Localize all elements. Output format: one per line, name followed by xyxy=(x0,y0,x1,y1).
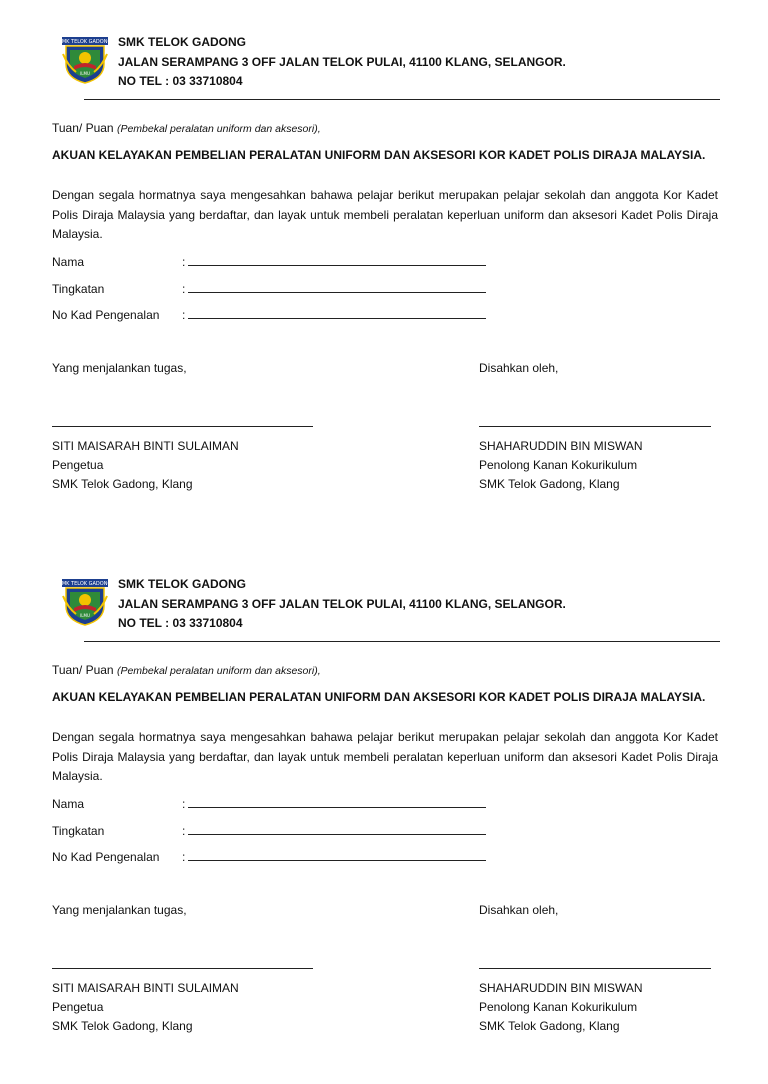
right-signatory-school: SMK Telok Gadong, Klang xyxy=(479,1019,620,1033)
right-signatory-block xyxy=(479,437,643,494)
declaration-body: Dengan segala hormatnya saya mengesahkan bahawa pelajar berikut merupakan pelajar sekolah dan anggota Kor Kadet Polis Diraja Malaysia yang berdaftar, dan layak untuk membeli peralatan keperluan uniform dan aksesori Kadet Polis Diraja Malaysia. xyxy=(52,188,718,241)
right-signatory-intro: Disahkan oleh, xyxy=(479,903,559,917)
left-signatory-name: SITI MAISARAH BINTI SULAIMAN xyxy=(52,981,239,995)
left-signatory-name: SITI MAISARAH BINTI SULAIMAN xyxy=(52,439,239,453)
header-divider xyxy=(84,641,720,642)
form-slip-2 xyxy=(0,542,768,1084)
field-colon: : xyxy=(182,255,186,269)
school-phone: NO TEL : 03 33710804 xyxy=(118,616,243,630)
crest-motto-text: ILMU xyxy=(80,71,90,76)
salutation-text: Tuan/ Puan xyxy=(52,663,114,677)
field-colon: : xyxy=(182,850,186,864)
left-signatory-position: Pengetua xyxy=(52,1000,104,1014)
field-tingkatan xyxy=(52,823,486,838)
left-signatory-position: Pengetua xyxy=(52,458,104,472)
blank-line-tingkatan[interactable] xyxy=(188,823,486,835)
left-signatory-intro: Yang menjalankan tugas, xyxy=(52,361,187,375)
school-crest-logo xyxy=(60,36,110,84)
left-signatory-block xyxy=(52,979,239,1036)
field-no-kad-pengenalan xyxy=(52,849,486,864)
form-heading: AKUAN KELAYAKAN PEMBELIAN PERALATAN UNIFORM DAN AKSESORI KOR KADET POLIS DIRAJA MALAYSIA. xyxy=(52,690,706,704)
field-label: No Kad Pengenalan xyxy=(52,850,160,864)
field-label: Nama xyxy=(52,797,85,811)
field-colon: : xyxy=(182,308,186,322)
blank-line-nama[interactable] xyxy=(188,254,486,266)
field-no-kad-pengenalan xyxy=(52,307,486,322)
salutation xyxy=(52,663,321,677)
right-signatory-name: SHAHARUDDIN BIN MISWAN xyxy=(479,981,643,995)
school-address: JALAN SERAMPANG 3 OFF JALAN TELOK PULAI, 41100 KLANG, SELANGOR. xyxy=(118,596,566,611)
left-signature-line[interactable] xyxy=(52,426,313,427)
field-nama xyxy=(52,796,486,811)
right-signatory-position: Penolong Kanan Kokurikulum xyxy=(479,458,638,472)
left-signature-line[interactable] xyxy=(52,968,313,969)
right-signature-line[interactable] xyxy=(479,426,711,427)
blank-line-nama[interactable] xyxy=(188,796,486,808)
blank-line-ic[interactable] xyxy=(188,849,486,861)
field-colon: : xyxy=(182,824,186,838)
blank-line-ic[interactable] xyxy=(188,307,486,319)
school-name: SMK TELOK GADONG xyxy=(118,35,246,49)
right-signatory-name: SHAHARUDDIN BIN MISWAN xyxy=(479,439,643,453)
left-signatory-school: SMK Telok Gadong, Klang xyxy=(52,477,193,491)
crest-motto-text: ILMU xyxy=(80,613,90,618)
form-heading: AKUAN KELAYAKAN PEMBELIAN PERALATAN UNIFORM DAN AKSESORI KOR KADET POLIS DIRAJA MALAYSIA. xyxy=(52,148,706,162)
crest-banner-text: SMK TELOK GADONG xyxy=(60,581,110,588)
field-colon: : xyxy=(182,282,186,296)
school-phone: NO TEL : 03 33710804 xyxy=(118,74,243,88)
field-label: Nama xyxy=(52,255,85,269)
school-address: JALAN SERAMPANG 3 OFF JALAN TELOK PULAI, 41100 KLANG, SELANGOR. xyxy=(118,54,566,69)
declaration-body: Dengan segala hormatnya saya mengesahkan bahawa pelajar berikut merupakan pelajar sekolah dan anggota Kor Kadet Polis Diraja Malaysia yang berdaftar, dan layak untuk membeli peralatan keperluan uniform dan aksesori Kadet Polis Diraja Malaysia. xyxy=(52,730,718,783)
school-crest-logo xyxy=(60,578,110,626)
school-name: SMK TELOK GADONG xyxy=(118,577,246,591)
right-signatory-intro: Disahkan oleh, xyxy=(479,361,559,375)
salutation-note: (Pembekal peralatan uniform dan aksesori), xyxy=(116,123,321,135)
right-signatory-school: SMK Telok Gadong, Klang xyxy=(479,477,620,491)
field-tingkatan xyxy=(52,281,486,296)
right-signatory-block xyxy=(479,979,643,1036)
blank-line-tingkatan[interactable] xyxy=(188,281,486,293)
right-signature-line[interactable] xyxy=(479,968,711,969)
field-nama xyxy=(52,254,486,269)
salutation-note: (Pembekal peralatan uniform dan aksesori), xyxy=(116,665,321,677)
school-header xyxy=(118,33,566,92)
field-colon: : xyxy=(182,797,186,811)
salutation xyxy=(52,121,321,135)
left-signatory-block xyxy=(52,437,239,494)
field-label: Tingkatan xyxy=(52,282,105,296)
left-signatory-school: SMK Telok Gadong, Klang xyxy=(52,1019,193,1033)
field-label: No Kad Pengenalan xyxy=(52,308,160,322)
crest-banner-text: SMK TELOK GADONG xyxy=(60,39,110,46)
right-signatory-position: Penolong Kanan Kokurikulum xyxy=(479,1000,638,1014)
salutation-text: Tuan/ Puan xyxy=(52,121,114,135)
field-label: Tingkatan xyxy=(52,824,105,838)
left-signatory-intro: Yang menjalankan tugas, xyxy=(52,903,187,917)
school-header xyxy=(118,575,566,634)
header-divider xyxy=(84,99,720,100)
